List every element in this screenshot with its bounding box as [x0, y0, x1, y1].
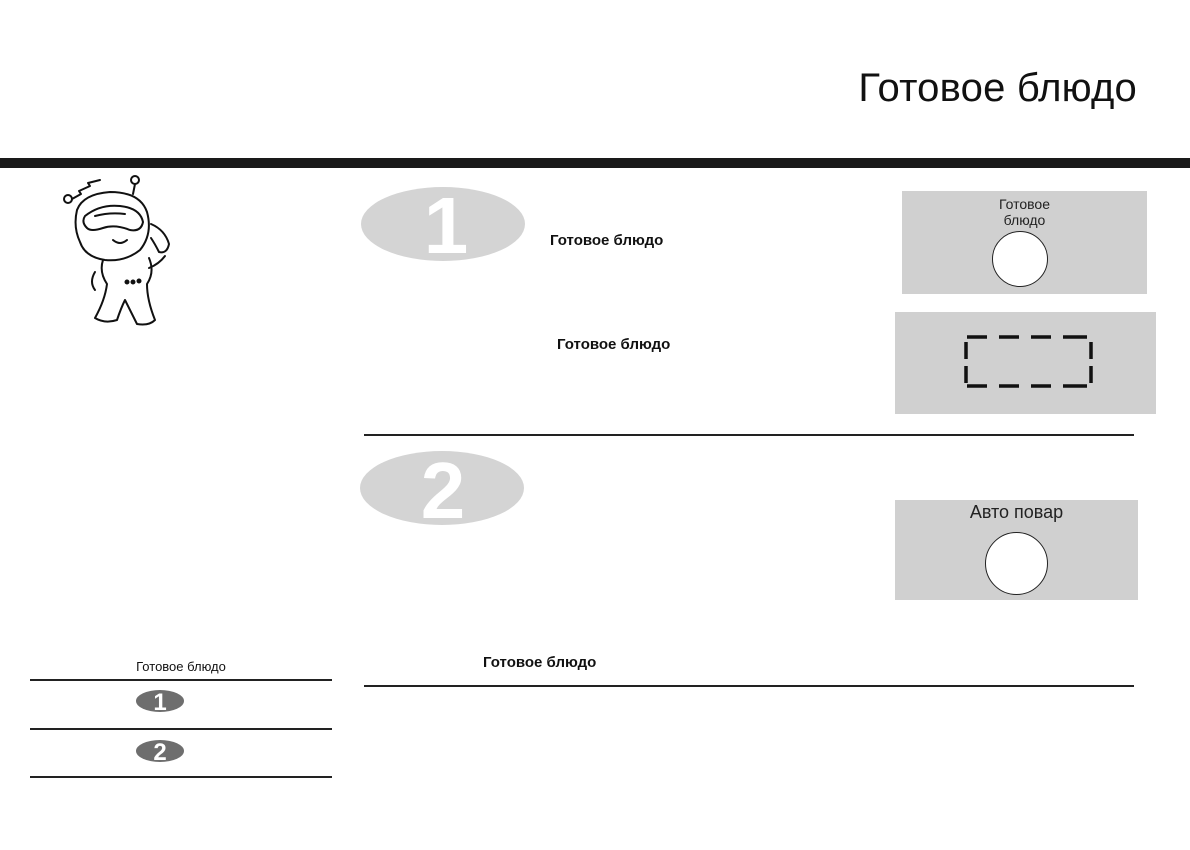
legend-step-1-badge [135, 689, 185, 713]
legend-line-2 [30, 728, 332, 730]
page-title: Готовое блюдо [858, 66, 1137, 110]
mascot-icon [55, 172, 190, 332]
display-panel [895, 312, 1156, 414]
legend-step-1-number: 1 [153, 689, 167, 713]
auto-cook-panel [895, 500, 1138, 600]
legend-step-2-badge [135, 739, 185, 763]
step-1-badge [360, 186, 526, 262]
step-1-number: 1 [423, 186, 469, 262]
ready-meal-button[interactable] [992, 231, 1048, 287]
divider-top [364, 434, 1134, 436]
bottom-note: Готовое блюдо [483, 654, 597, 671]
step-1-instruction: Готовое блюдо [550, 232, 664, 249]
dashed-display-icon [895, 312, 1156, 414]
auto-cook-button[interactable] [985, 532, 1048, 595]
ready-meal-panel [902, 191, 1147, 294]
legend-line-3 [30, 776, 332, 778]
step-2-badge [359, 450, 525, 526]
divider-bottom [364, 685, 1134, 687]
ready-meal-label: Готовое блюдо [998, 196, 1051, 228]
header-bar [0, 158, 1190, 168]
legend-title: Готовое блюдо [136, 659, 226, 674]
auto-cook-label: Авто повар [969, 502, 1064, 522]
step-1-instruction-secondary: Готовое блюдо [557, 336, 671, 353]
legend-step-2-number: 2 [153, 739, 167, 763]
step-2-number: 2 [420, 450, 466, 526]
legend-line-1 [30, 679, 332, 681]
